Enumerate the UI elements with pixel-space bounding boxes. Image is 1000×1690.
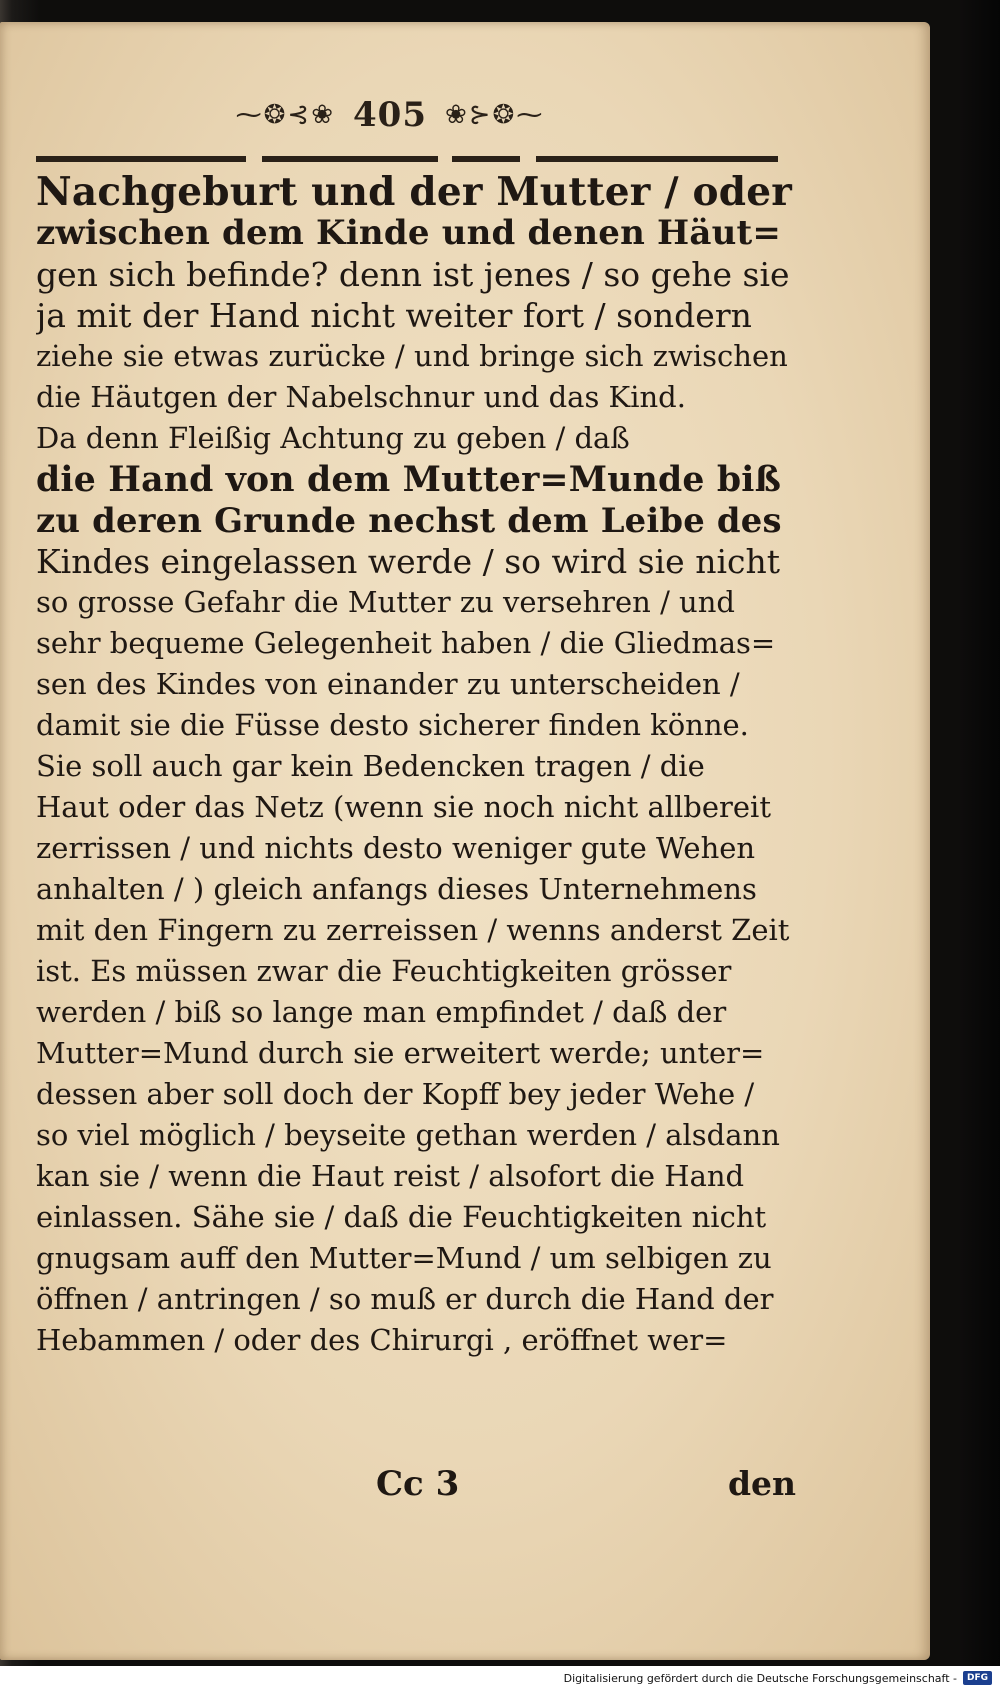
text-line: so grosse Gefahr die Mutter zu versehren / und <box>36 585 735 619</box>
text-line: Nachgeburt und der Mutter / oder <box>36 172 792 213</box>
text-line: sehr bequeme Gelegenheit haben / die Gliedmas= <box>36 626 776 660</box>
header-rule <box>36 156 246 162</box>
text-line: Hebammen / oder des Chirurgi , eröffnet wer= <box>36 1323 728 1357</box>
text-line: mit den Fingern zu zerreissen / wenns anderst Zeit <box>36 913 790 947</box>
body-text <box>36 172 796 1361</box>
text-line: öffnen / antringen / so muß er durch die Hand der <box>36 1282 774 1316</box>
text-line: Da denn Fleißig Achtung zu geben / daß <box>36 421 630 455</box>
text-line: die Hand von dem Mutter=Munde biß <box>36 459 782 500</box>
text-line: zerrissen / und nichts desto weniger gute Wehen <box>36 831 756 865</box>
text-line: gnugsam auff den Mutter=Mund / um selbigen zu <box>36 1241 772 1275</box>
text-line: so viel möglich / beyseite gethan werden / alsdann <box>36 1118 780 1152</box>
digitization-credit <box>0 1666 1000 1690</box>
dfg-logo-icon: DFG <box>963 1671 992 1685</box>
text-line: damit sie die Füsse desto sicherer finden könne. <box>36 708 749 742</box>
catchword: den <box>727 1464 796 1503</box>
text-line: ziehe sie etwas zurücke / und bringe sich zwischen <box>36 339 788 373</box>
text-line: Kindes eingelassen werde / so wird sie nicht <box>36 542 780 581</box>
header-rule <box>536 156 778 162</box>
text-line: ist. Es müssen zwar die Feuchtigkeiten grösser <box>36 954 732 988</box>
header-rule <box>262 156 438 162</box>
text-line: Sie soll auch gar kein Bedencken tragen / die <box>36 749 705 783</box>
text-line: dessen aber soll doch der Kopff bey jeder Wehe / <box>36 1077 755 1111</box>
ornament-left: ⁓❂⊰❀ <box>235 100 335 130</box>
page-number: 405 <box>353 95 427 135</box>
page-footer <box>36 1464 796 1510</box>
text-line: Haut oder das Netz (wenn sie noch nicht allbereit <box>36 790 771 824</box>
signature-mark: Cc 3 <box>376 1464 460 1504</box>
page-header <box>210 90 570 140</box>
text-line: zu deren Grunde nechst dem Leibe des <box>36 500 782 540</box>
text-line: gen sich befinde? denn ist jenes / so gehe sie <box>36 255 790 294</box>
credit-text: Digitalisierung gefördert durch die Deutsche Forschungsgemeinschaft - <box>563 1671 957 1685</box>
header-rule <box>452 156 520 162</box>
book-page <box>0 22 930 1660</box>
text-line: einlassen. Sähe sie / daß die Feuchtigkeiten nicht <box>36 1200 767 1234</box>
text-line: sen des Kindes von einander zu unterscheiden / <box>36 667 740 701</box>
text-line: anhalten / ) gleich anfangs dieses Unternehmens <box>36 872 757 906</box>
text-line: die Häutgen der Nabelschnur und das Kind. <box>36 380 686 414</box>
ornament-right: ❀⊱❂⁓ <box>444 100 545 130</box>
text-line: Mutter=Mund durch sie erweitert werde; unter= <box>36 1036 765 1070</box>
text-line: ja mit der Hand nicht weiter fort / sondern <box>36 296 752 335</box>
text-line: zwischen dem Kinde und denen Häut= <box>36 213 782 253</box>
text-line: kan sie / wenn die Haut reist / alsofort die Hand <box>36 1159 745 1193</box>
text-line: werden / biß so lange man empfindet / daß der <box>36 995 727 1029</box>
